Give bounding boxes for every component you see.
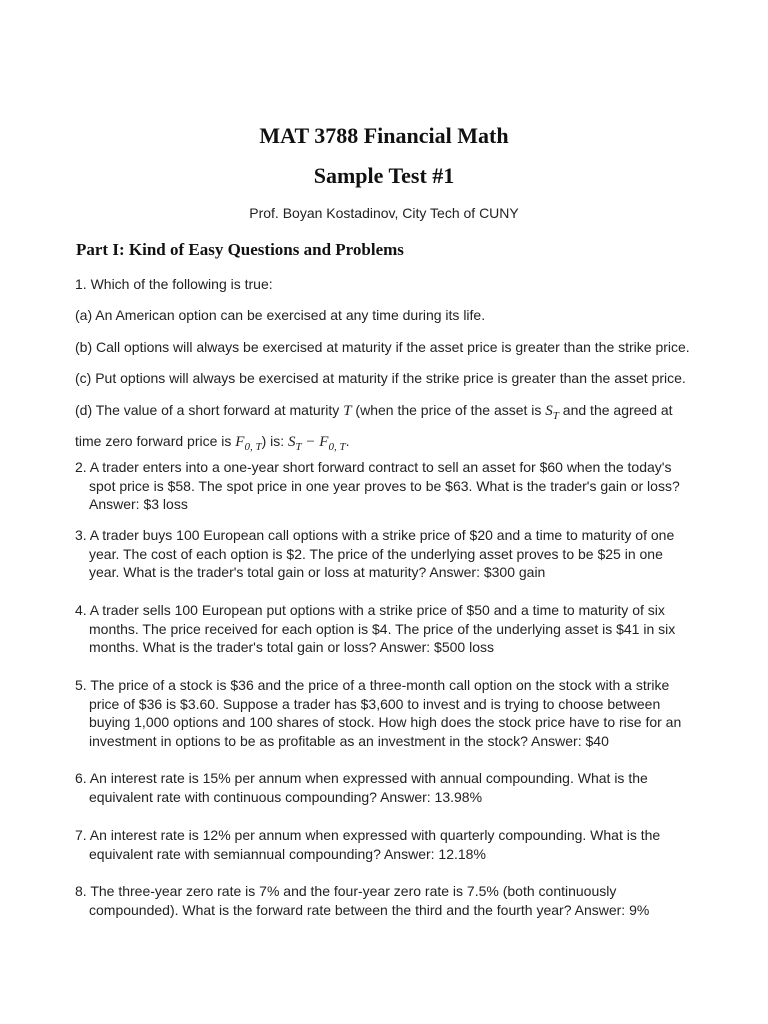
part-heading: Part I: Kind of Easy Questions and Problems <box>76 240 404 259</box>
math-S-subscript: T <box>552 409 559 422</box>
question-6: 6. An interest rate is 15% per annum when expressed with annual compounding. What is the equivalent rate with continuous compounding? Answer: 13.98% <box>75 770 648 805</box>
math-F-subscript: 0, T <box>244 440 262 453</box>
option-d-text-4: ) is: <box>261 432 289 449</box>
question-1-option-c: (c) Put options will always be exercised at maturity if the strike price is greater than the asset price. <box>75 370 686 386</box>
math-expr-F: F <box>319 433 329 450</box>
option-d-text-2: (when the price of the asset is <box>351 402 546 418</box>
question-4: 4. A trader sells 100 European put options with a strike price of $50 and a time to maturity of six months. The price received for each option is $4. The price of the underlying asset is $41 in six months. What is the trader's total gain or loss? Answer: $500 loss <box>75 602 676 655</box>
option-d-end: . <box>345 432 350 449</box>
document-title: MAT 3788 Financial Math <box>259 123 509 148</box>
math-expr-S: S <box>288 433 296 450</box>
document-subtitle: Sample Test #1 <box>313 163 455 188</box>
math-T: T <box>343 403 352 419</box>
question-5: 5. The price of a stock is $36 and the price of a three-month call option on the stock with a strike price of $36 is $3.60. Suppose a trader has $3,600 to invest and is trying to choose between buying 1,000 options and 100 shares of stock. How high does the stock price have to rise for an investment in options to be as profitable as an investment in the stock? Answer: $40 <box>75 677 682 749</box>
math-S: S <box>545 403 553 419</box>
question-1-option-a: (a) An American option can be exercised at any time during its life. <box>75 307 486 323</box>
math-F: F <box>235 433 245 450</box>
option-d-text-1: (d) The value of a short forward at maturity <box>75 402 344 418</box>
math-expr-S-subscript: T <box>295 440 302 453</box>
author-line: Prof. Boyan Kostadinov, City Tech of CUNY <box>249 205 519 221</box>
question-1-stem: 1. Which of the following is true: <box>75 276 273 292</box>
math-expr-F-subscript: 0, T <box>328 440 346 453</box>
question-7: 7. An interest rate is 12% per annum when expressed with quarterly compounding. What is the equivalent rate with semiannual compounding? Answer: 12.18% <box>75 827 661 862</box>
question-8: 8. The three-year zero rate is 7% and the four-year zero rate is 7.5% (both continuously compounded). What is the forward rate between the third and the fourth year? Answer: 9% <box>75 883 650 918</box>
question-3: 3. A trader buys 100 European call options with a strike price of $20 and a time to maturity of one year. The cost of each option is $2. The price of the underlying asset proves to be $25 in one year. What is the trader's total gain or loss at maturity? Answer: $300 gain <box>75 527 675 580</box>
question-1-option-d <box>75 398 695 460</box>
option-d-text-3: and the agreed at time zero forward price is <box>75 402 673 449</box>
math-expr-minus: − <box>301 433 320 450</box>
question-2: 2. A trader enters into a one-year short forward contract to sell an asset for $60 when the today's spot price is $58. The spot price in one year proves to be $63. What is the trader's gain or loss? Answer: $3 loss <box>75 459 680 512</box>
question-1-option-b: (b) Call options will always be exercised at maturity if the asset price is greater than the strike price. <box>75 339 690 355</box>
